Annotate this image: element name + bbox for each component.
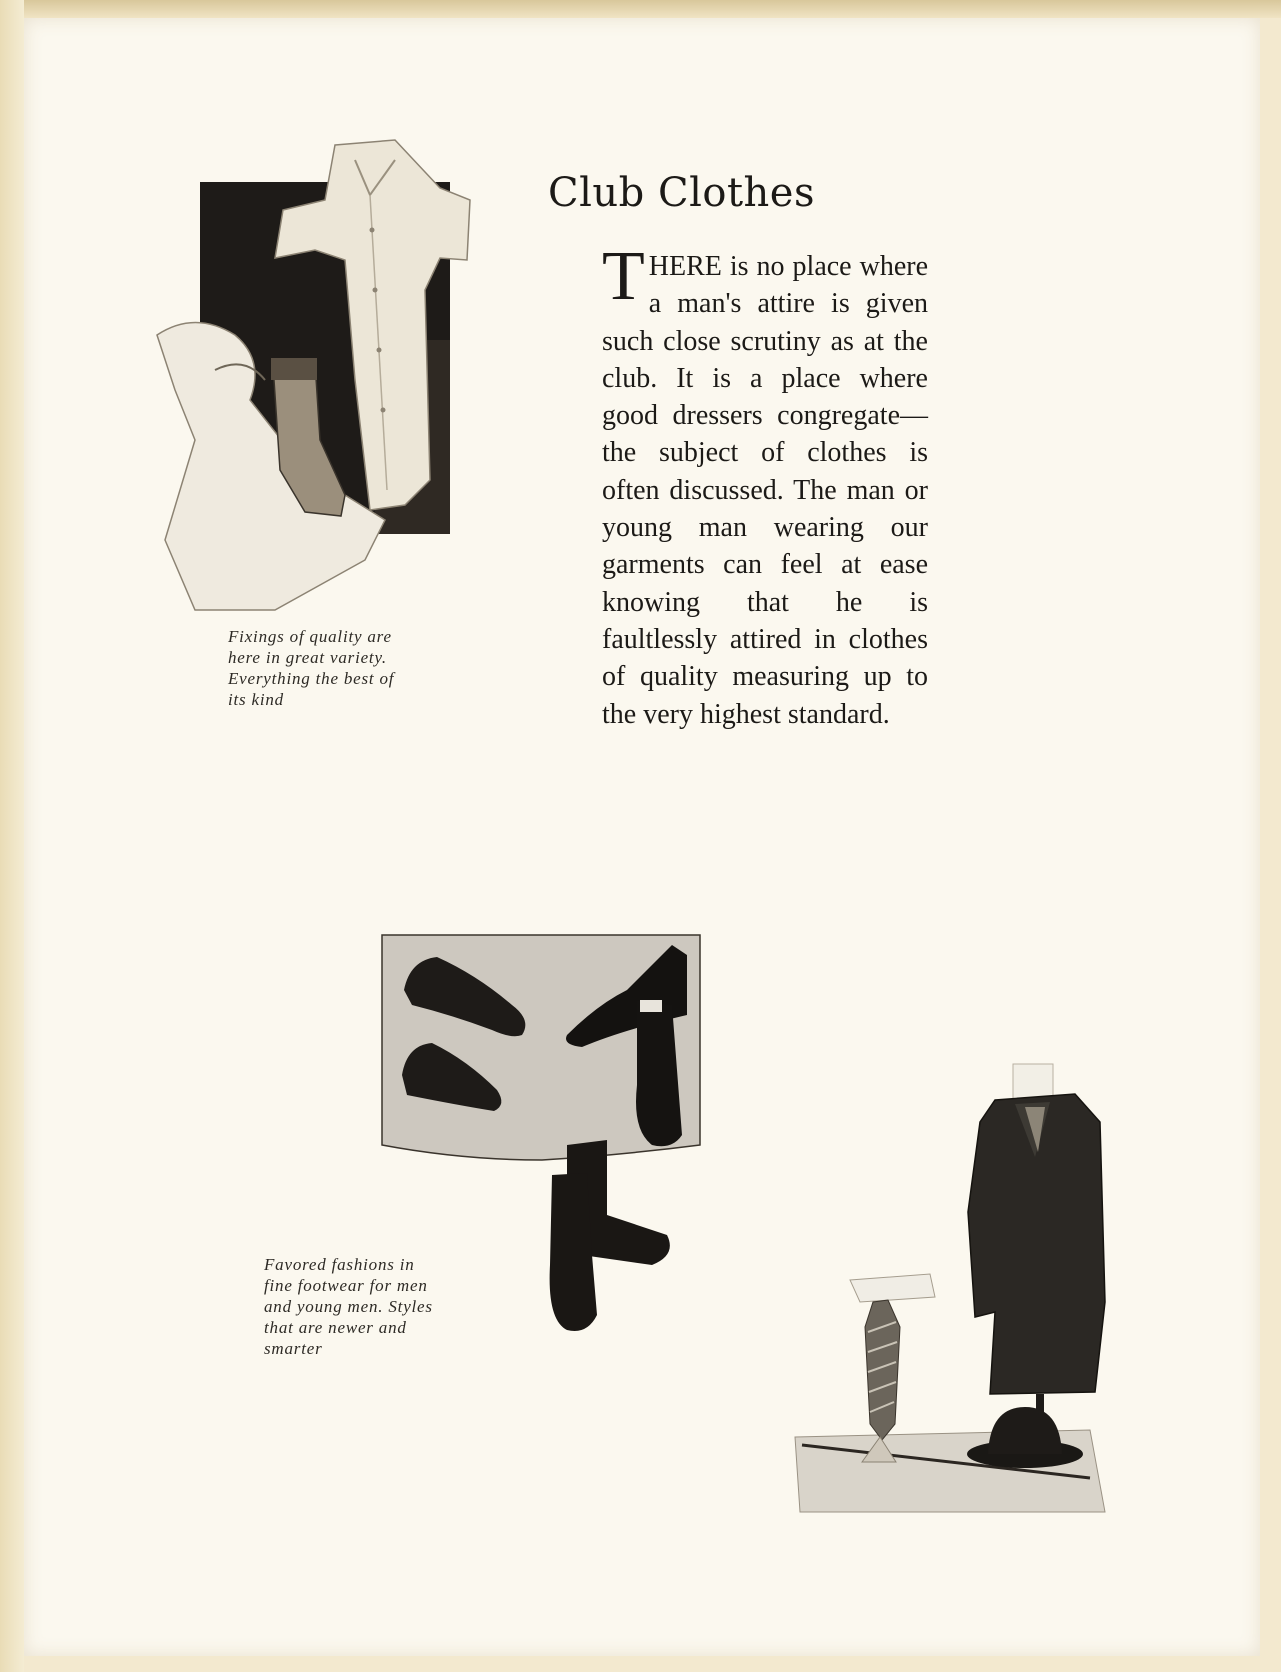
page-title: Club Clothes — [548, 170, 815, 216]
fixings-photo — [155, 140, 475, 610]
footwear-caption: Favored fashions in fine footwear for men and young men. Styles that are newer and smarter — [264, 1255, 433, 1358]
article-body: THERE is no place where a man's attire is given such close scrutiny as at the club. It is a place where good dressers congregate—the subject of clothes is often discussed. The man or young man wearing our garments can feel at ease knowing that he is faultlessly attired in clothes of quality measuring up to the very highest standard. — [602, 238, 928, 730]
suit-display-photo — [790, 1062, 1120, 1514]
fixings-caption: Fixings of quality are here in great variety. Everything the best of its kind — [228, 627, 395, 709]
paper-left-edge — [0, 0, 24, 1672]
paper-top-edge — [0, 0, 1281, 18]
